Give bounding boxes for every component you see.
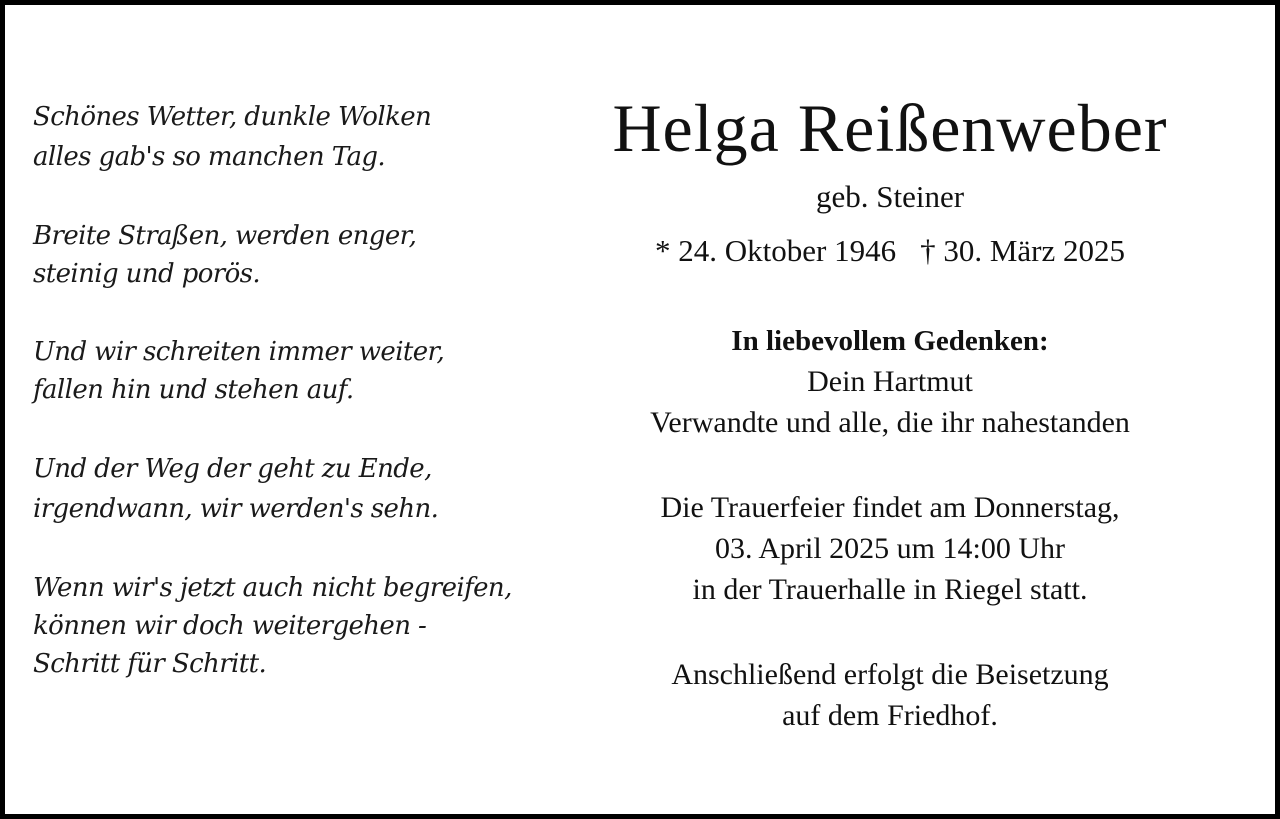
funeral-notice — [570, 487, 1210, 610]
poem-line: Breite Straßen, werden enger, — [33, 221, 417, 251]
life-dates — [570, 231, 1210, 271]
poem-line: fallen hin und stehen auf. — [33, 375, 354, 405]
funeral-line: 03. April 2025 um 14:00 Uhr — [715, 532, 1065, 565]
poem-stanza — [33, 217, 553, 293]
mourners — [570, 361, 1210, 443]
obituary-details — [570, 85, 1210, 736]
maiden-name: geb. Steiner — [815, 179, 965, 214]
death-date: † 30. März 2025 — [920, 233, 1125, 268]
burial-line: auf dem Friedhof. — [782, 699, 998, 732]
burial-line: Anschließend erfolgt die Beisetzung — [671, 658, 1109, 691]
birth-date: * 24. Oktober 1946 — [655, 233, 897, 268]
mourner-line: Verwandte und alle, die ihr nahestanden — [650, 406, 1130, 439]
poem-stanza — [33, 333, 553, 409]
poem-line: Und wir schreiten immer weiter, — [33, 337, 445, 367]
funeral-line: Die Trauerfeier findet am Donnerstag, — [660, 491, 1120, 524]
memory-heading: In liebevollem Gedenken: — [731, 325, 1049, 357]
funeral-line: in der Trauerhalle in Riegel statt. — [692, 573, 1088, 606]
poem-stanza — [33, 569, 553, 683]
poem-line: Schritt für Schritt. — [33, 649, 267, 679]
poem — [33, 97, 553, 723]
poem-line: Wenn wir's jetzt auch nicht begreifen, — [33, 573, 512, 603]
poem-line: Schönes Wetter, dunkle Wolken — [33, 102, 432, 132]
burial-notice — [570, 654, 1210, 736]
deceased-name: Helga Reißenweber — [612, 90, 1168, 166]
poem-line: können wir doch weitergehen - — [33, 611, 427, 641]
poem-line: irgendwann, wir werden's sehn. — [33, 494, 439, 524]
poem-line: steinig und porös. — [33, 259, 261, 289]
poem-stanza — [33, 449, 553, 529]
poem-line: Und der Weg der geht zu Ende, — [33, 454, 432, 484]
mourner-line: Dein Hartmut — [807, 365, 973, 398]
poem-line: alles gab's so manchen Tag. — [33, 142, 386, 172]
poem-stanza — [33, 97, 553, 177]
